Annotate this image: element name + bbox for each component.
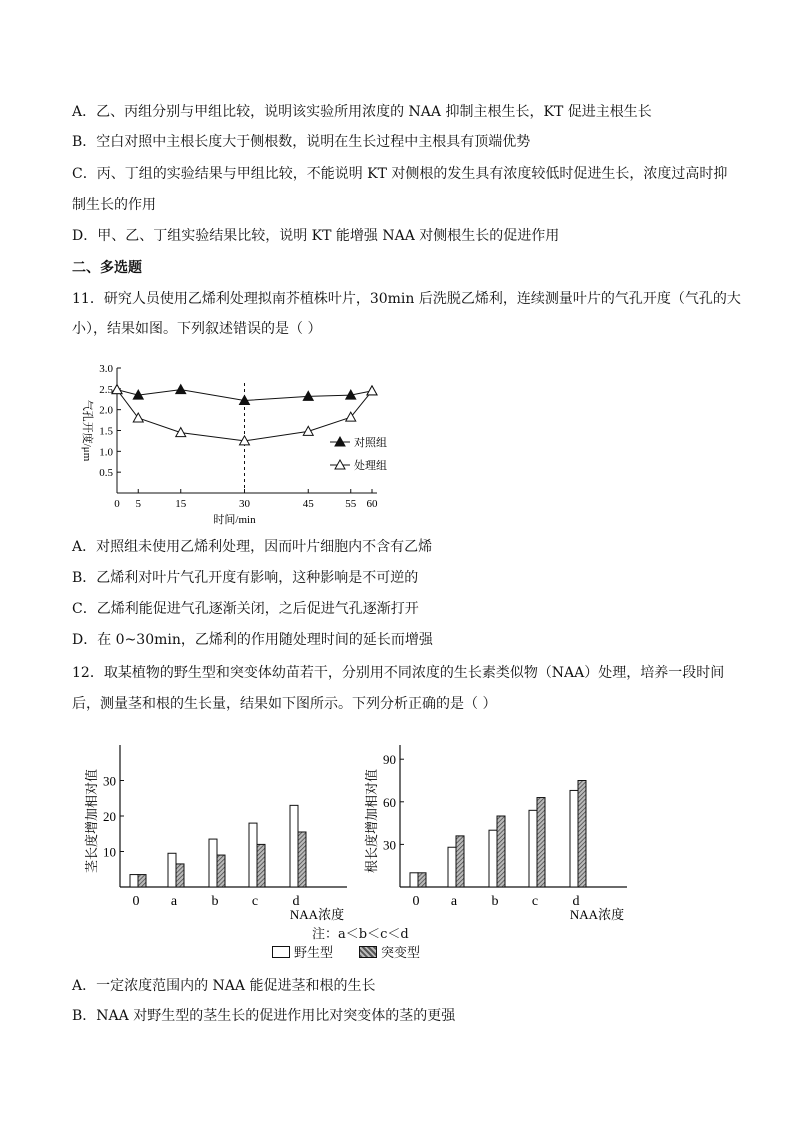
x-tick-label: a bbox=[170, 894, 178, 909]
treated-point bbox=[176, 428, 186, 437]
mutant-bar-d bbox=[578, 781, 586, 888]
q11-option-d: D．在 0~30min，乙烯利的作用随处理时间的延长而增强 bbox=[72, 632, 433, 648]
q10-option-c-line1: C．丙、丁组的实验结果与甲组比较，不能说明 KT 对侧根的发生具有浓度较低时促进生长，浓度过高时抑 bbox=[72, 166, 728, 182]
wild-bar-c bbox=[249, 823, 257, 887]
wild-bar-a bbox=[448, 847, 456, 887]
x-tick-label: d bbox=[572, 894, 580, 909]
y-tick-label: 90 bbox=[383, 752, 396, 768]
x-tick-label: 55 bbox=[345, 498, 357, 510]
mutant-bar-c bbox=[257, 844, 265, 887]
q11-option-c: C．乙烯利能促进气孔逐渐关闭，之后促进气孔逐渐打开 bbox=[72, 601, 419, 617]
legend-label: 对照组 bbox=[354, 437, 387, 449]
mutant-bar-c bbox=[537, 798, 545, 887]
control-point bbox=[176, 385, 186, 394]
root-bar-chart bbox=[352, 735, 642, 925]
mutant-bar-d bbox=[298, 832, 306, 887]
x-tick-label: b bbox=[211, 894, 219, 909]
treated-point bbox=[303, 426, 313, 435]
y-tick-label: 2.5 bbox=[99, 383, 113, 396]
y-tick-label: 2.0 bbox=[99, 404, 113, 417]
mutant-bar-b bbox=[497, 816, 505, 887]
q11-option-b: B．乙烯利对叶片气孔开度有影响，这种影响是不可逆的 bbox=[72, 570, 419, 586]
x-tick-label: 30 bbox=[239, 498, 250, 510]
mutant-bar-a bbox=[176, 864, 184, 887]
treated-point bbox=[367, 386, 377, 395]
x-tick-label: 45 bbox=[302, 498, 314, 510]
mutant-bar-0 bbox=[138, 875, 146, 887]
wild-bar-b bbox=[209, 839, 217, 887]
y-tick-label: 1.0 bbox=[99, 446, 113, 459]
legend-wild-label: 野生型 bbox=[294, 946, 334, 961]
q11-option-a: A．对照组未使用乙烯利处理，因而叶片细胞内不含有乙烯 bbox=[72, 539, 433, 555]
y-tick-label: 0.5 bbox=[99, 467, 113, 480]
y-tick-label: 30 bbox=[383, 837, 396, 853]
y-tick-label: 1.5 bbox=[99, 425, 113, 438]
x-tick-label: 60 bbox=[366, 498, 378, 510]
legend-mutant-label: 突变型 bbox=[381, 946, 421, 961]
x-axis-label: 时间/min bbox=[213, 514, 256, 526]
x-tick-label: 0 bbox=[412, 894, 420, 909]
q12-option-b: B．NAA 对野生型的茎生长的促进作用比对突变体的茎的更强 bbox=[72, 1008, 456, 1024]
wild-bar-a bbox=[168, 853, 176, 887]
q11-stem-line2: 小），结果如图。下列叙述错误的是（ ） bbox=[72, 321, 322, 337]
mutant-bar-b bbox=[217, 855, 225, 887]
q10-option-b: B．空白对照中主根长度大于侧根数，说明在生长过程中主根具有顶端优势 bbox=[72, 134, 531, 150]
y-tick-label: 30 bbox=[103, 773, 116, 789]
treated-point bbox=[133, 413, 143, 422]
wild-bar-0 bbox=[410, 873, 418, 887]
y-tick-label: 20 bbox=[103, 809, 116, 824]
wild-bar-c bbox=[529, 810, 537, 887]
x-axis-label: NAA浓度 bbox=[569, 907, 625, 922]
legend-mutant-swatch bbox=[359, 946, 377, 958]
q12-stem-line1: 12．取某植物的野生型和突变体幼苗若干，分别用不同浓度的生长素类似物（NAA）处理，培养一段时间 bbox=[72, 665, 725, 681]
y-tick-label: 60 bbox=[383, 794, 396, 810]
q10-option-a: A．乙、丙组分别与甲组比较，说明该实验所用浓度的 NAA 抑制主根生长，KT 促进主根生长 bbox=[72, 104, 652, 120]
q12-stem-line2: 后，测量茎和根的生长量，结果如下图所示。下列分析正确的是（ ） bbox=[72, 696, 497, 712]
x-tick-label: 0 bbox=[114, 498, 120, 510]
q10-option-c-line2: 制生长的作用 bbox=[72, 197, 156, 213]
wild-bar-d bbox=[290, 805, 298, 887]
y-tick-label: 10 bbox=[103, 844, 116, 860]
x-tick-label: c bbox=[531, 894, 539, 909]
mutant-bar-a bbox=[456, 836, 464, 887]
y-tick-label: 3.0 bbox=[99, 363, 113, 375]
q10-option-d: D．甲、乙、丁组实验结果比较，说明 KT 能增强 NAA 对侧根生长的促进作用 bbox=[72, 228, 560, 244]
x-tick-label: c bbox=[251, 894, 259, 909]
y-axis-label: 根长度增加相对值 bbox=[364, 768, 379, 874]
x-tick-label: d bbox=[292, 894, 300, 909]
stem-bar-chart bbox=[72, 735, 362, 925]
x-axis-label: NAA浓度 bbox=[289, 907, 345, 922]
section-title: 二、多选题 bbox=[72, 260, 142, 276]
x-tick-label: a bbox=[450, 894, 458, 909]
x-tick-label: 0 bbox=[132, 894, 140, 909]
legend-label: 处理组 bbox=[354, 460, 387, 472]
mutant-bar-0 bbox=[418, 873, 426, 887]
wild-bar-0 bbox=[130, 875, 138, 887]
q12-option-a: A．一定浓度范围内的 NAA 能促进茎和根的生长 bbox=[72, 978, 376, 994]
chart-note: 注：a＜b＜c＜d bbox=[312, 927, 409, 942]
x-tick-label: b bbox=[491, 894, 499, 909]
q11-stem-line1: 11．研究人员使用乙烯利处理拟南芥植株叶片，30min 后洗脱乙烯利，连续测量叶片的气孔开度（气孔的大 bbox=[72, 291, 741, 307]
stomata-line-chart bbox=[72, 350, 402, 530]
bar-legend bbox=[272, 942, 420, 961]
legend-wild-swatch bbox=[272, 946, 290, 958]
y-axis-label: 茎长度增加相对值 bbox=[84, 768, 99, 874]
x-tick-label: 5 bbox=[135, 498, 141, 510]
wild-bar-b bbox=[489, 830, 497, 887]
y-axis-label: 气孔开度/μm bbox=[81, 399, 93, 462]
wild-bar-d bbox=[570, 790, 578, 887]
x-tick-label: 15 bbox=[175, 498, 187, 510]
